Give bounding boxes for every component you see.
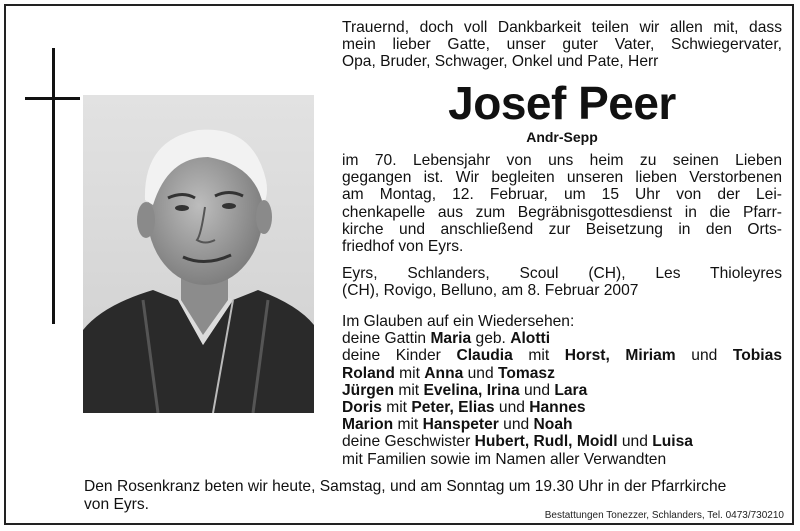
text: und [494,399,530,417]
text: und [519,381,555,399]
location-line: Eyrs, Schlanders, Scoul (CH), Les Thioleyres [342,265,782,282]
portrait-photo [83,95,314,413]
child-name: Marion [342,416,394,434]
text: geb. [471,330,511,348]
child-name: Jürgen [342,381,394,399]
mourner-siblings [342,433,782,450]
text: deine Kinder [342,347,457,365]
grandchild-name: Tobias [732,347,782,365]
mourner-children [342,365,782,382]
mourners-heading: Im Glauben auf ein Wiedersehen: [342,313,575,330]
rosary-line: von Eyrs. [84,495,149,513]
text: mit [393,416,423,434]
mourner-children [342,399,782,416]
intro-line: Trauernd, doch voll Dankbarkeit teilen wir allen mit, dass [342,19,782,36]
cross-vertical-bar [52,48,55,324]
cross-horizontal-bar [25,97,80,100]
details-line: am Montag, 12. Februar, um 15 Uhr von der Lei- [342,186,782,204]
deceased-nickname: Andr-Sepp [526,129,598,145]
location-date [342,265,782,299]
rosary-line: Den Rosenkranz beten wir heute, Samstag, und am Sonntag um 19.30 Uhr in der Pfarrkirche [84,478,727,495]
text: deine Gattin [342,330,431,348]
grandchild-name: Lara [554,381,588,399]
mourner-children [342,347,782,364]
name-block [342,79,782,145]
sibling-name: Luisa [652,433,693,451]
partner-names: Peter, Elias [411,399,495,417]
text: mit [381,399,412,417]
text: und [498,416,534,434]
text: und [617,433,653,451]
text: und [675,347,733,365]
funeral-details [342,152,782,255]
mourner-children [342,416,782,433]
text: mit [394,364,425,382]
details-line: friedhof von Eyrs. [342,238,464,256]
wife-name: Maria [430,330,472,348]
partner-names: Hanspeter [422,416,499,434]
partner-names: Horst, Miriam [564,347,676,365]
details-line: chenkapelle aus zum Begräbnisgottesdienst in die Pfarr- [342,203,782,221]
funeral-home-footer: Bestattungen Tonezzer, Schlanders, Tel. 0473/730210 [544,510,784,521]
grandchild-name: Noah [533,416,573,434]
text: mit [394,381,424,399]
child-name: Roland [342,364,395,382]
child-name: Doris [342,399,382,417]
intro-line: Opa, Bruder, Schwager, Onkel und Pate, Herr [342,53,659,71]
details-line: im 70. Lebensjahr von uns heim zu seinen Lieben [342,152,782,169]
text: mit [512,347,565,365]
mourner-wife [342,330,782,347]
intro-line: mein lieber Gatte, unser guter Vater, Schwiegervater, [342,36,782,54]
intro-text [342,19,782,71]
text: und [463,364,498,382]
wife-maiden-name: Alotti [510,330,551,348]
rosary-notice [84,478,784,513]
details-line: gegangen ist. Wir begleiten unseren lieben Verstorbenen [342,169,782,187]
mourners-list [342,313,782,468]
partner-names: Anna [424,364,464,382]
grandchild-name: Hannes [529,399,586,417]
mourner-children [342,382,782,399]
text: deine Geschwister [342,433,475,451]
sibling-names: Hubert, Rudl, Moidl [474,433,618,451]
details-line: kirche und anschließend zur Beisetzung in den Orts- [342,220,782,238]
location-line: (CH), Rovigo, Belluno, am 8. Februar 2007 [342,282,639,300]
child-name: Claudia [456,347,513,365]
mourner-families: mit Familien sowie im Namen aller Verwandten [342,450,667,468]
grandchild-name: Tomasz [497,364,555,382]
portrait-photo-icon [83,95,314,413]
partner-names: Evelina, Irina [423,381,520,399]
deceased-name: Josef Peer [448,77,676,129]
